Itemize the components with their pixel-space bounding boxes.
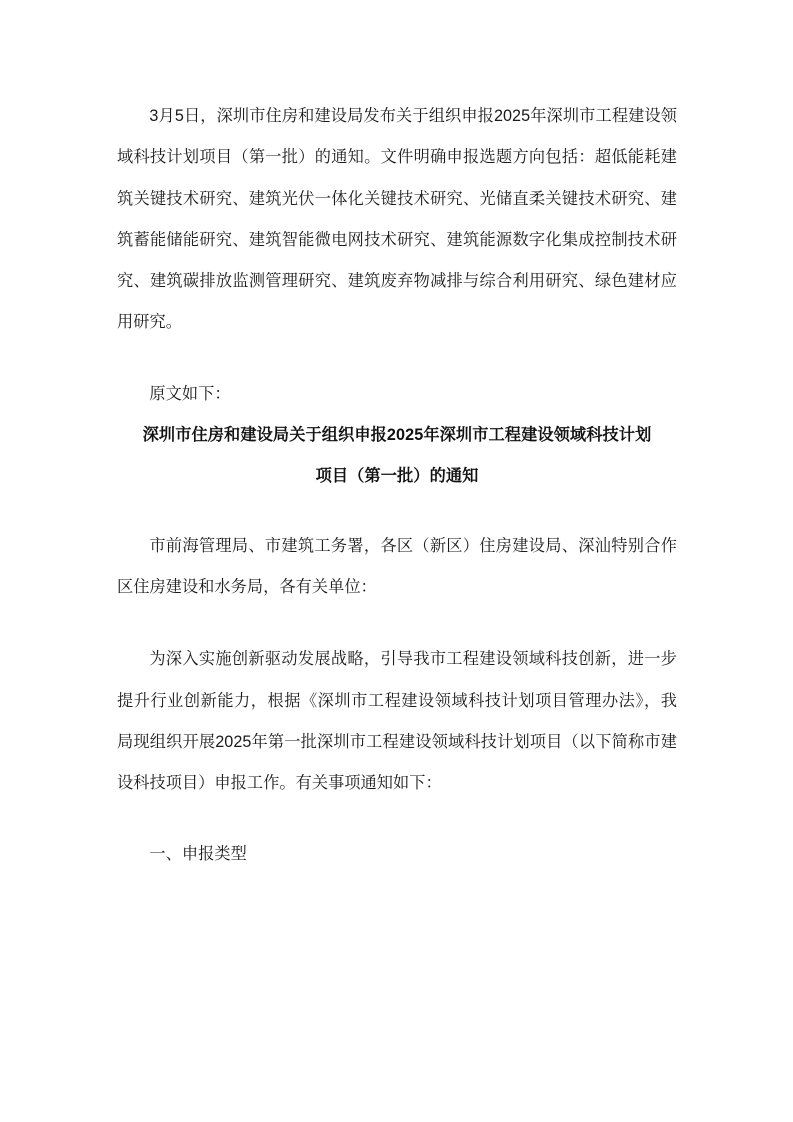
- original-text-label: 原文如下：: [149, 384, 231, 403]
- section-1-heading: 一、申报类型: [149, 845, 247, 864]
- document-title-line-1: 深圳市住房和建设局关于组织申报2025年深圳市工程建设领域科技计划: [142, 426, 652, 445]
- document-title-line-2: 项目（第一批）的通知: [315, 467, 479, 486]
- purpose-paragraph: 为深入实施创新驱动发展战略，引导我市工程建设领域科技创新，进一步提升行业创新能力，根据《深圳市工程建设领域科技计划项目管理办法》，我局现组织开展2025年第一批深圳市工程建设领域科技计划项目（以下简称市建设科技项目）申报工作。有关事项通知如下：: [117, 650, 677, 793]
- recipients-paragraph: 市前海管理局、市建筑工务署，各区（新区）住房建设局、深汕特别合作区住房建设和水务局，各有关单位：: [117, 536, 677, 596]
- document-title: [117, 415, 677, 498]
- document-content: [117, 96, 677, 876]
- summary-paragraph: 3月5日，深圳市住房和建设局发布关于组织申报2025年深圳市工程建设领域科技计划项目（第一批）的通知。文件明确申报选题方向包括：超低能耗建筑关键技术研究、建筑光伏一体化关键技术研究、光储直柔关键技术研究、建筑蓄能储能研究、建筑智能微电网技术研究、建筑能源数字化集成控制技术研究、建筑碳排放监测管理研究、建筑废弃物减排与综合利用研究、绿色建材应用研究。: [117, 107, 677, 332]
